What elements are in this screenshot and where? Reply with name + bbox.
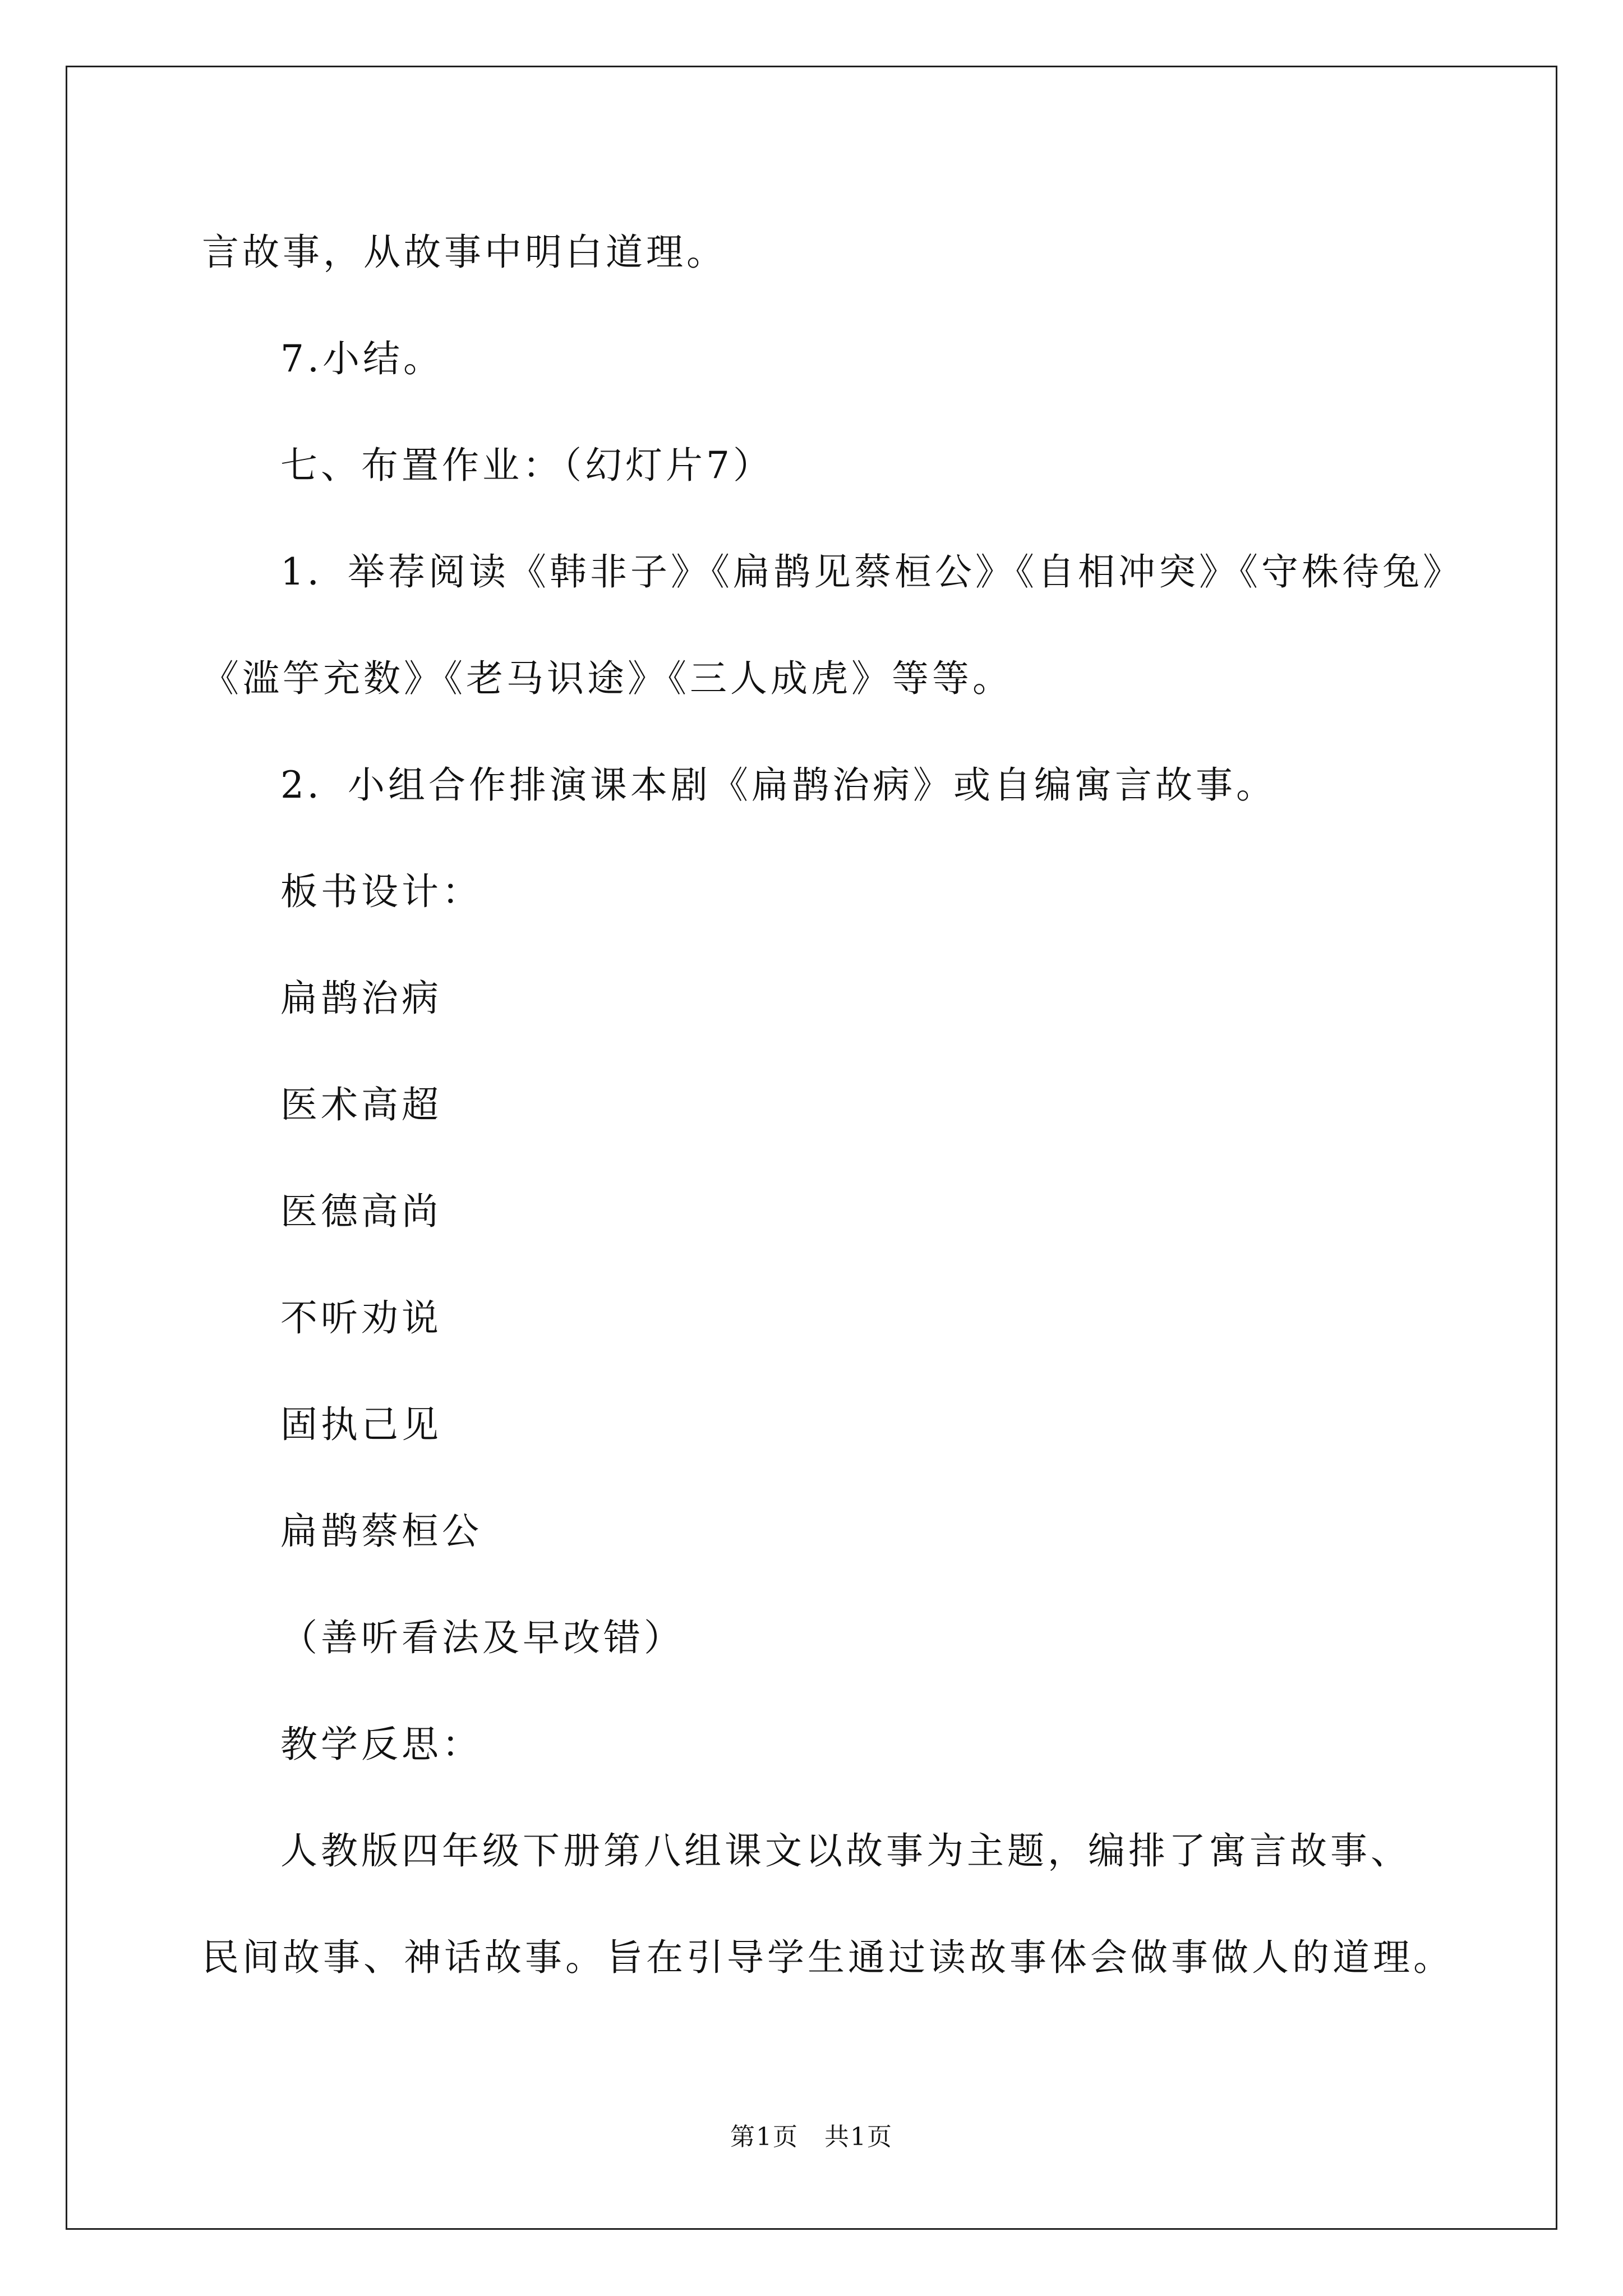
- text-line: 7.小结。: [280, 337, 444, 380]
- text-line: 言故事，从故事中明白道理。: [202, 231, 727, 274]
- board-item: 医德高尚: [280, 1190, 442, 1233]
- text-line: 《滥竽充数》《老马识途》《三人成虎》等等。: [202, 657, 1013, 700]
- board-item: 扁鹊蔡桓公: [280, 1510, 482, 1553]
- section-heading: 教学反思：: [280, 1723, 482, 1766]
- board-item: 医术高超: [280, 1083, 442, 1126]
- page-border: [66, 66, 1557, 2230]
- text-line: 人教版四年级下册第八组课文以故事为主题，编排了寓言故事、: [280, 1829, 1411, 1872]
- section-heading: 七、布置作业：（幻灯片7）: [280, 444, 773, 487]
- text-line: 1．举荐阅读《韩非子》《扁鹊见蔡桓公》《自相冲突》《守株待兔》: [280, 550, 1463, 593]
- board-item: （善听看法及早改错）: [280, 1616, 684, 1659]
- text-line: 民间故事、神话故事。旨在引导学生通过读故事体会做事做人的道理。: [202, 1936, 1454, 1979]
- page-footer: 第1页 共1页: [730, 2123, 893, 2151]
- text-line: 2．小组合作排演课本剧《扁鹊治病》或自编寓言故事。: [280, 763, 1276, 807]
- board-item: 扁鹊治病: [280, 977, 442, 1020]
- board-item: 不听劝说: [280, 1296, 442, 1340]
- section-heading: 板书设计：: [280, 870, 482, 913]
- board-item: 固执己见: [280, 1403, 442, 1446]
